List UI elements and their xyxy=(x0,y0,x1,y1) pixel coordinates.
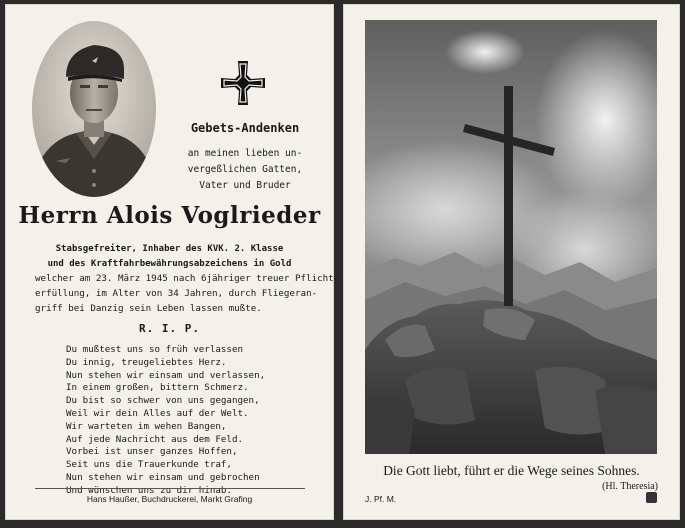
quote-author: (Hl. Theresia) xyxy=(602,481,658,492)
rip-heading: R. I. P. xyxy=(139,322,200,335)
dedication-line: an meinen lieben un- xyxy=(187,148,303,159)
printer-imprint: Hans Haußer, Buchdruckerei, Markt Grafing xyxy=(86,494,253,504)
divider xyxy=(35,488,305,489)
poem-line: Seit uns die Trauerkunde traf, xyxy=(66,459,232,471)
keepsake-heading: Gebets-Andenken xyxy=(190,121,300,135)
soldier-portrait xyxy=(32,21,156,197)
poem-line: Vorbei ist unser ganzes Hoffen, xyxy=(66,446,238,458)
poem-line: Weil wir dein Alles auf der Welt. xyxy=(66,407,249,419)
poem-line: In einem großen, bittern Schmerz. xyxy=(66,382,249,394)
dedication-line: vergeßlichen Gatten, xyxy=(187,164,303,175)
summit-cross-image xyxy=(365,20,657,454)
summit-cross-photo xyxy=(365,20,657,454)
rank-line: und des Kraftfahrbewährungsabzeichens in Gold xyxy=(47,259,292,269)
deceased-name: Herrn Alois Voglrieder xyxy=(18,202,321,229)
poem-line: Du innig, treugeliebtes Herz. xyxy=(66,356,227,368)
death-line: erfüllung, im Alter von 34 Jahren, durch Fliegeran- xyxy=(35,288,318,299)
rank-line: Stabsgefreiter, Inhaber des KVK. 2. Klasse xyxy=(55,244,284,254)
death-line: griff bei Danzig sein Leben lassen mußte. xyxy=(35,303,262,314)
rank-and-decorations xyxy=(5,242,334,272)
dedication xyxy=(165,146,325,194)
bible-quote: Die Gott liebt, führt er die Wege seines Sohnes. xyxy=(383,463,640,478)
death-line: welcher am 23. März 1945 nach 6jähriger treuer Pflicht- xyxy=(35,273,340,284)
poem-line: Auf jede Nachricht aus dem Feld. xyxy=(66,433,244,445)
poem-line: Du bist so schwer von uns gegangen, xyxy=(66,395,260,407)
poem-line: Du mußtest uns so früh verlassen xyxy=(66,344,244,355)
dedication-line: Vater und Bruder xyxy=(199,180,291,191)
iron-cross-icon xyxy=(219,59,267,107)
memorial-card-front xyxy=(5,4,340,520)
portrait-image xyxy=(32,21,156,197)
poem-line: Nun stehen wir einsam und verlassen, xyxy=(66,369,266,381)
poem-line: Nun stehen wir einsam und gebrochen xyxy=(66,471,260,483)
stamp-mark xyxy=(646,492,657,503)
memorial-card-back xyxy=(343,4,680,520)
poem-line: Und wünschen uns zu dir hinab. xyxy=(66,484,232,496)
publisher-imprint: J. Pf. M. xyxy=(365,494,397,504)
poem-line: Wir warteten im wehen Bangen, xyxy=(66,420,227,432)
memorial-poem xyxy=(66,344,326,498)
death-notice xyxy=(35,271,340,316)
